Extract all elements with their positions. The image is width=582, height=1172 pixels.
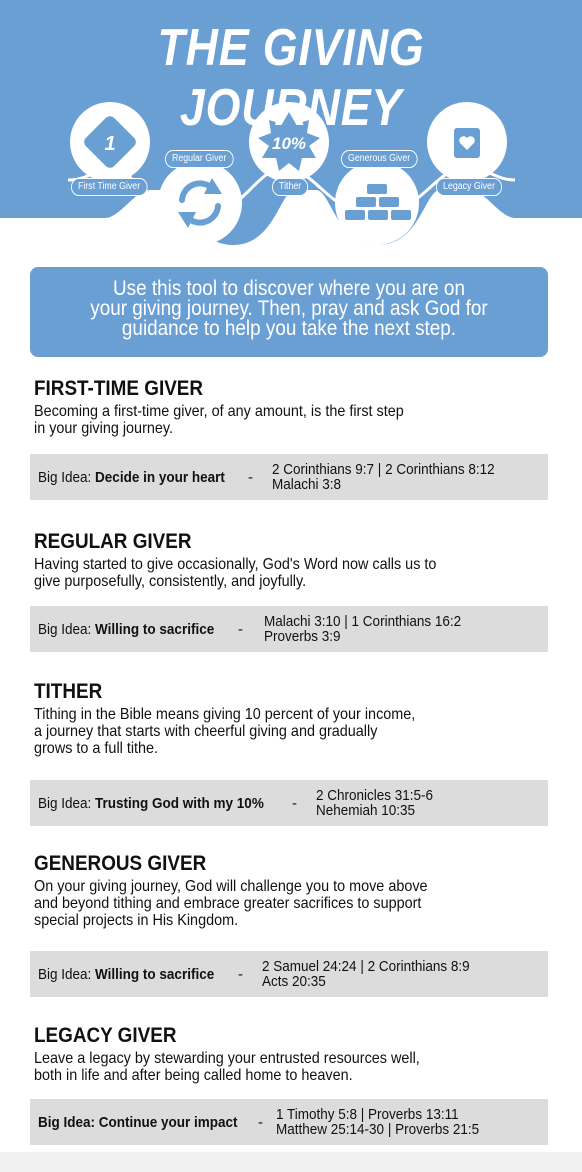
desc-line: give purposefully, consistently, and joyfully. — [34, 573, 307, 590]
diamond-icon-label: 1 — [104, 133, 116, 155]
section-first-time-giver — [34, 377, 554, 437]
stage-label-legacy-giver: Legacy Giver — [436, 178, 502, 196]
desc-line: a journey that starts with cheerful giving and gradually — [34, 723, 378, 740]
section-legacy-giver — [34, 1024, 554, 1084]
desc-line: special projects in His Kingdom. — [34, 912, 239, 929]
big-idea-regular-giver — [30, 606, 548, 652]
desc-line: grows to a full tithe. — [34, 740, 159, 757]
intro-box — [30, 267, 548, 357]
hero-banner — [0, 0, 582, 250]
intro-line-1: Use this tool to discover where you are on — [113, 277, 465, 300]
desc-line: and beyond tithing and embrace greater sacrifices to support — [34, 895, 422, 912]
separator-dash: - — [238, 620, 243, 638]
section-description — [34, 878, 538, 929]
separator-dash: - — [238, 965, 243, 983]
section-description — [34, 403, 538, 437]
stage-label-generous-giver: Generous Giver — [341, 150, 417, 168]
desc-line: both in life and after being called home to heaven. — [34, 1067, 353, 1084]
desc-line: Having started to give occasionally, God's Word now calls us to — [34, 556, 437, 573]
scripture-refs: 2 Samuel 24:24 | 2 Corinthians 8:9 Acts 20:35 — [262, 958, 470, 990]
section-title: REGULAR GIVER — [34, 530, 192, 553]
big-idea-legacy-giver — [30, 1099, 548, 1145]
section-title: FIRST-TIME GIVER — [34, 377, 204, 400]
big-idea-text: Big Idea: Trusting God with my 10% — [38, 794, 264, 812]
stage-label-tither: Tither — [272, 178, 308, 196]
big-idea-first-time-giver — [30, 454, 548, 500]
stage-circle-2 — [158, 161, 242, 245]
section-title: TITHER — [34, 680, 103, 703]
big-idea-generous-giver — [30, 951, 548, 997]
desc-line: On your giving journey, God will challenge you to move above — [34, 878, 428, 895]
stage-label-first-time-giver: First Time Giver — [71, 178, 147, 196]
desc-line: in your giving journey. — [34, 420, 174, 437]
desc-line: Becoming a first-time giver, of any amount, is the first step — [34, 403, 404, 420]
big-idea-text: Big Idea: Willing to sacrifice — [38, 620, 215, 638]
section-title: LEGACY GIVER — [34, 1024, 177, 1047]
section-generous-giver — [34, 852, 554, 929]
starburst-icon-label: 10% — [271, 134, 307, 153]
section-tither — [34, 680, 554, 757]
scripture-refs: Malachi 3:10 | 1 Corinthians 16:2 Proverbs 3:9 — [264, 613, 462, 645]
scripture-refs: 2 Corinthians 9:7 | 2 Corinthians 8:12 Malachi 3:8 — [272, 461, 495, 493]
section-title: GENEROUS GIVER — [34, 852, 207, 875]
intro-line-2: your giving journey. Then, pray and ask God for — [90, 297, 488, 320]
page-title: THE GIVING JOURNEY — [157, 19, 425, 137]
separator-dash: - — [258, 1113, 263, 1131]
stage-circle-4 — [335, 161, 419, 245]
section-description — [34, 1050, 538, 1084]
scripture-refs: 1 Timothy 5:8 | Proverbs 13:11 Matthew 25:14-30 | Proverbs 21:5 — [276, 1106, 480, 1138]
separator-dash: - — [292, 794, 297, 812]
intro-line-3: guidance to help you take the next step. — [121, 317, 457, 340]
section-regular-giver — [34, 530, 554, 590]
section-description — [34, 706, 538, 757]
stage-label-regular-giver: Regular Giver — [165, 150, 233, 168]
big-idea-text: Big Idea: Decide in your heart — [38, 468, 225, 486]
big-idea-text: Big Idea: Continue your impact — [38, 1113, 238, 1131]
bottom-strip — [0, 1152, 582, 1172]
scripture-refs: 2 Chronicles 31:5-6 Nehemiah 10:35 — [316, 787, 434, 819]
big-idea-tither — [30, 780, 548, 826]
separator-dash: - — [248, 468, 253, 486]
section-description — [34, 556, 538, 590]
desc-line: Leave a legacy by stewarding your entrusted resources well, — [34, 1050, 420, 1067]
big-idea-text: Big Idea: Willing to sacrifice — [38, 965, 215, 983]
desc-line: Tithing in the Bible means giving 10 percent of your income, — [34, 706, 416, 723]
